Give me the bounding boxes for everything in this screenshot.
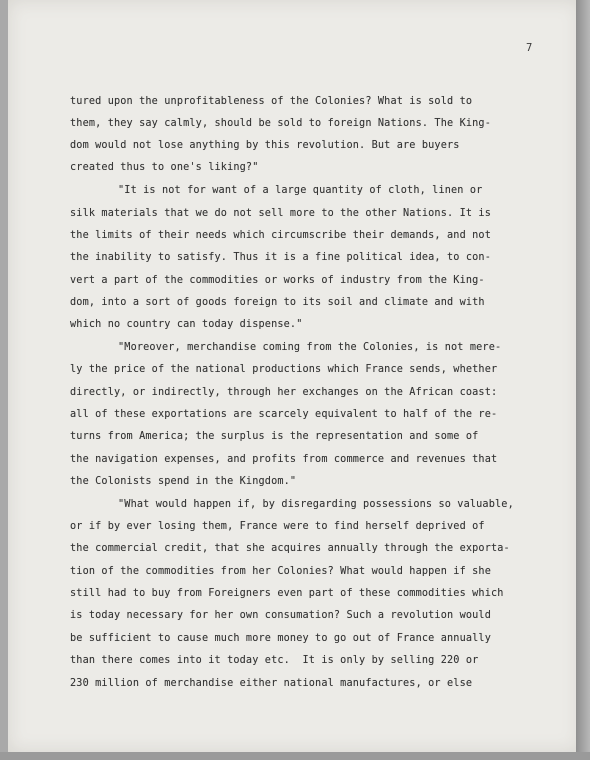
text-line: is today necessary for her own consumation? Such a revolution would: [70, 610, 491, 621]
text-line: the navigation expenses, and profits from commerce and revenues that: [70, 454, 498, 465]
text-line: the commercial credit, that she acquires annually through the exporta-: [70, 543, 510, 554]
text-line: "It is not for want of a large quantity of cloth, linen or: [118, 185, 483, 196]
text-line: turns from America; the surplus is the representation and some of: [70, 431, 479, 442]
text-line: which no country can today dispense.": [70, 319, 303, 330]
text-line: tion of the commodities from her Colonies? What would happen if she: [70, 566, 491, 577]
text-line: than there comes into it today etc. It is only by selling 220 or: [70, 655, 479, 666]
text-line: "Moreover, merchandise coming from the Colonies, is not mere-: [118, 342, 502, 353]
text-line: vert a part of the commodities or works of industry from the King-: [70, 275, 485, 286]
scan-edge-bottom: [0, 752, 590, 760]
text-line: the limits of their needs which circumscribe their demands, and not: [70, 230, 491, 241]
text-line: be sufficient to cause much more money to go out of France annually: [70, 633, 491, 644]
document-page: [8, 0, 580, 752]
text-line: still had to buy from Foreigners even part of these commodities which: [70, 588, 504, 599]
text-line: the Colonists spend in the Kingdom.": [70, 476, 297, 487]
text-line: created thus to one's liking?": [70, 162, 259, 173]
scan-edge-right: [576, 0, 590, 760]
text-line: silk materials that we do not sell more to the other Nations. It is: [70, 208, 491, 219]
text-line: tured upon the unprofitableness of the Colonies? What is sold to: [70, 96, 473, 107]
text-line: "What would happen if, by disregarding possessions so valuable,: [118, 499, 514, 510]
text-line: 230 million of merchandise either national manufactures, or else: [70, 678, 473, 689]
text-line: the inability to satisfy. Thus it is a fine political idea, to con-: [70, 252, 491, 263]
text-line: ly the price of the national productions which France sends, whether: [70, 364, 498, 375]
page-number: 7: [526, 42, 533, 54]
text-line: dom would not lose anything by this revolution. But are buyers: [70, 140, 460, 151]
text-line: or if by ever losing them, France were to find herself deprived of: [70, 521, 485, 532]
text-line: them, they say calmly, should be sold to foreign Nations. The King-: [70, 118, 491, 129]
text-line: dom, into a sort of goods foreign to its soil and climate and with: [70, 297, 485, 308]
text-line: all of these exportations are scarcely equivalent to half of the re-: [70, 409, 498, 420]
text-line: directly, or indirectly, through her exchanges on the African coast:: [70, 387, 498, 398]
